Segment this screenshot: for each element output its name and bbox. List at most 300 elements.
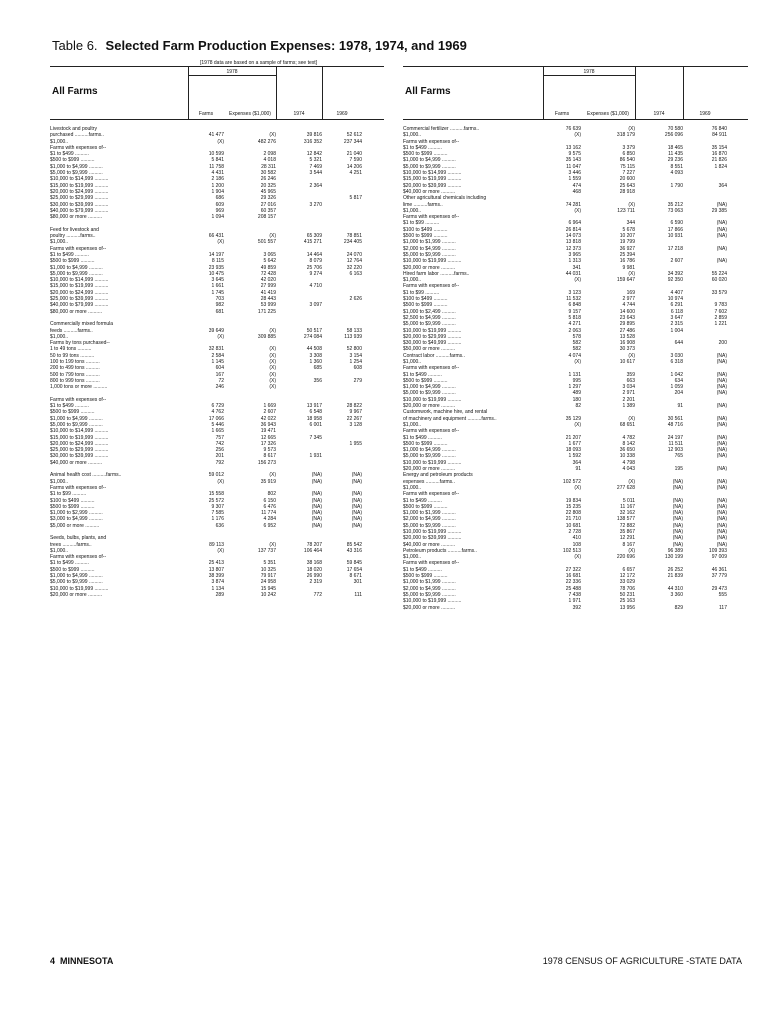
expenses-value: 12 172 <box>619 573 635 580</box>
farms-value: (X) <box>217 547 224 554</box>
row-label: $5,000 to $9,999 .......... <box>50 170 103 177</box>
row-label: $20,000 or more .......... <box>403 264 455 271</box>
farms-value: 27 322 <box>565 566 581 573</box>
expenses-value: 3 379 <box>622 144 635 151</box>
value-1969: 52 612 <box>346 132 362 139</box>
expenses-value: 11 167 <box>620 503 635 510</box>
farms-value: 1 313 <box>568 258 581 265</box>
value-1974: 18 465 <box>667 144 683 151</box>
expenses-value: 36 943 <box>260 421 276 428</box>
row-label: $20,000 to $24,999 .......... <box>50 440 109 447</box>
year-1978-header: 1978 <box>188 69 276 76</box>
farms-value: 23 935 <box>208 264 224 271</box>
farms-value: 4 431 <box>211 170 224 177</box>
expenses-value: (X) <box>628 352 635 359</box>
value-1974: 6 548 <box>309 409 322 416</box>
value-1974: 25 706 <box>306 264 322 271</box>
value-1969: (NA) <box>716 371 727 378</box>
value-1974: (NA) <box>672 529 683 535</box>
row-label: $1,000.. <box>403 484 422 491</box>
expenses-value: 78 706 <box>619 585 635 592</box>
value-1974: 73 063 <box>667 207 683 214</box>
farms-value: 201 <box>215 453 224 460</box>
value-1974: 18 958 <box>306 415 322 422</box>
table-heading: Selected Farm Production Expenses: 1978, 1974, and 1969 <box>105 38 467 53</box>
value-1974: 26 252 <box>667 566 683 573</box>
value-1969: (NA) <box>716 497 727 504</box>
value-1969: 279 <box>353 377 362 384</box>
value-1974: 3 030 <box>670 352 683 359</box>
row-label: $1 to $99 .......... <box>403 289 440 296</box>
value-1969: 6 163 <box>349 270 362 277</box>
value-1969: 43 316 <box>346 547 362 554</box>
farms-value: 5 446 <box>211 421 224 428</box>
expenses-value: 10 617 <box>619 358 635 365</box>
row-label: Farms with expenses of-- <box>403 428 460 435</box>
value-1974: (NA) <box>311 516 322 523</box>
row-label: Feed for livestock and <box>50 226 99 233</box>
farms-value: 4 762 <box>211 409 224 416</box>
expenses-value: (X) <box>628 547 635 554</box>
value-1969: 9 783 <box>714 302 727 309</box>
expenses-value: 4 284 <box>263 516 276 523</box>
value-1969: 5 817 <box>349 195 362 202</box>
value-1974: 356 <box>313 377 322 384</box>
value-1974: 4 093 <box>670 170 683 177</box>
row-label: $20,000 or more .......... <box>403 604 455 611</box>
value-1974: 2 319 <box>309 579 322 586</box>
right-rows <box>403 126 748 611</box>
row-label: Farms with expenses of-- <box>403 491 460 498</box>
value-1969: (NA) <box>716 529 727 535</box>
value-1974: 48 716 <box>667 421 683 428</box>
value-1969: (NA) <box>716 390 727 397</box>
value-1969: (NA) <box>716 220 727 227</box>
value-1974: (NA) <box>311 491 322 498</box>
expenses-value: 41 419 <box>260 289 276 296</box>
row-label: $80,000 or more .......... <box>50 214 102 221</box>
row-label: $5,000 or more .......... <box>50 522 100 529</box>
row-label: $1 to $499 .......... <box>50 560 89 567</box>
farms-value: 91 <box>575 466 581 473</box>
farms-value: 9 157 <box>568 308 581 315</box>
row-label: $40,000 to $79,999 .......... <box>50 207 109 214</box>
expenses-value: 20 600 <box>619 176 635 183</box>
expenses-value: 4 798 <box>622 459 635 466</box>
value-1969: (NA) <box>716 377 727 384</box>
value-1969: 29 473 <box>711 585 727 592</box>
value-1969: 76 840 <box>711 126 727 132</box>
row-label: $1,000.. <box>50 547 69 554</box>
row-label: $1 to $499 .......... <box>50 251 89 258</box>
expenses-value: 482 276 <box>257 138 276 145</box>
row-label: $500 to $999 .......... <box>403 151 448 158</box>
farms-value: 256 <box>215 447 224 454</box>
farms-value: 6 964 <box>568 220 581 227</box>
value-1969: 21 826 <box>711 157 727 164</box>
expenses-value: 277 628 <box>616 484 635 491</box>
expenses-value: 501 557 <box>257 239 276 246</box>
value-1969: 52 800 <box>346 346 362 353</box>
value-1974: (NA) <box>672 541 683 548</box>
expenses-value: 156 273 <box>257 459 276 466</box>
expenses-value: 26 246 <box>260 176 276 183</box>
expenses-value: 9 981 <box>622 264 635 271</box>
expenses-value: 79 917 <box>260 573 276 580</box>
value-1974: 634 <box>674 377 683 384</box>
row-label: $100 to $499 .......... <box>50 497 95 504</box>
expenses-value: 23 643 <box>619 314 635 321</box>
expenses-value: 75 115 <box>620 163 635 170</box>
row-label: Seeds, bulbs, plants, and <box>50 535 107 542</box>
value-1974: 29 236 <box>667 157 683 164</box>
farms-value: 11 758 <box>209 163 224 170</box>
value-1969: 97 009 <box>711 554 727 561</box>
row-label: Farms with expenses of-- <box>403 138 460 145</box>
page-number: 4 <box>50 956 56 966</box>
value-1974: 6 118 <box>670 308 683 315</box>
right-table <box>403 66 748 611</box>
value-1974: 8 079 <box>309 258 322 265</box>
value-1974: 106 464 <box>303 547 322 554</box>
value-1969: (NA) <box>716 440 727 447</box>
row-label: $10,000 to $19,999 .......... <box>403 396 462 403</box>
row-label: $1 to $499 .......... <box>403 566 442 573</box>
value-1974: (NA) <box>311 510 322 517</box>
row-label: $1,000 to $4,999 .......... <box>50 415 103 422</box>
farms-value: 757 <box>215 434 224 441</box>
row-label: $2,500 to $4,999 .......... <box>403 314 456 321</box>
value-1969: 7 590 <box>349 157 362 164</box>
expenses-value: 4 043 <box>622 466 635 473</box>
row-label: $1,000.. <box>50 333 69 340</box>
row-label: $10,000 to $14,999 .......... <box>50 277 109 284</box>
value-1969: 37 779 <box>711 573 727 580</box>
value-1969: 2 859 <box>714 314 727 321</box>
row-label: $10,000 to $19,999 .......... <box>403 459 462 466</box>
expenses-value: 6 850 <box>622 151 635 158</box>
row-label: $1,000 to $1,999 .......... <box>403 510 456 517</box>
row-label: $5,000 to $9,999 .......... <box>403 321 456 328</box>
value-1969: 3 154 <box>349 352 362 359</box>
farms-value: 76 639 <box>565 126 581 132</box>
left-column-header <box>50 66 384 120</box>
value-1969: 4 251 <box>349 170 362 177</box>
expenses-value: 19 799 <box>619 239 635 246</box>
farms-value: 3 645 <box>211 277 224 284</box>
expenses-value: 8 142 <box>622 440 635 447</box>
farms-value: 3 874 <box>211 579 224 586</box>
row-label: $30,000 to $39,999 .......... <box>50 453 109 460</box>
value-1969: (NA) <box>351 503 362 510</box>
farms-value: 1 904 <box>211 188 224 195</box>
row-label: $1,000.. <box>403 132 422 139</box>
value-1969: (NA) <box>716 434 727 441</box>
expenses-header: Expenses ($1,000) <box>587 110 629 117</box>
row-label: Farms with expenses of-- <box>403 214 460 221</box>
farms-value: 578 <box>572 333 581 340</box>
farms-header: Farms <box>198 110 214 117</box>
row-label: Hired farm labor ..........farms.. <box>403 270 470 277</box>
row-label: $1 to $99 .......... <box>50 491 87 498</box>
farms-value: 1 094 <box>211 214 224 221</box>
row-label: $1 to $499 .......... <box>50 151 89 158</box>
farms-value: 74 281 <box>565 201 581 208</box>
row-label: $500 to $999 .......... <box>403 573 448 580</box>
row-label: $25,000 to $29,999 .......... <box>50 195 109 202</box>
farms-value: 15 558 <box>208 491 224 498</box>
row-label: $2,000 to $4,999 .......... <box>403 245 456 252</box>
value-1969: 17 654 <box>346 566 362 573</box>
row-label: $30,000 to $49,999 .......... <box>403 340 462 347</box>
expenses-value: 42 022 <box>260 415 276 422</box>
value-1969: (NA) <box>716 403 727 410</box>
row-label: $10,000 to $19,999 .......... <box>403 258 462 265</box>
value-1974: 2 607 <box>670 258 683 265</box>
value-1974: 10 931 <box>667 233 683 240</box>
row-label: 500 to 799 tons .......... <box>50 371 100 378</box>
expenses-value: (X) <box>628 201 635 208</box>
expenses-value: (X) <box>269 365 276 372</box>
year-1974-header: 1974 <box>293 110 305 117</box>
expenses-value: 68 651 <box>619 421 635 428</box>
row-label: Contract labor ..........farms.. <box>403 352 465 359</box>
row-label: $500 to $999 .......... <box>50 258 95 265</box>
farms-value: 468 <box>572 188 581 195</box>
expenses-value: 30 373 <box>619 346 635 353</box>
farms-value: 1 134 <box>211 585 224 592</box>
row-label: $500 to $999 .......... <box>403 302 448 309</box>
expenses-value: 24 958 <box>260 579 276 586</box>
farms-value: 108 <box>572 541 581 548</box>
value-1974: 685 <box>313 365 322 372</box>
row-label: Customwork, machine hire, and rental <box>403 409 488 416</box>
table-row <box>403 605 748 611</box>
expenses-value: 32 162 <box>619 510 635 517</box>
expenses-value: (X) <box>269 371 276 378</box>
expenses-value: 802 <box>267 491 276 498</box>
row-label: $500 to $999 .......... <box>50 409 95 416</box>
farms-value: 2 584 <box>211 352 224 359</box>
expenses-value: 50 231 <box>619 591 635 598</box>
row-label: $10,000 to $19,999 .......... <box>403 327 462 334</box>
value-1974: (NA) <box>672 484 683 491</box>
value-1969: (NA) <box>351 510 362 517</box>
farms-value: 289 <box>215 591 224 598</box>
value-1969: 33 579 <box>711 289 727 296</box>
expenses-value: 309 885 <box>257 333 276 340</box>
expenses-value: (X) <box>628 126 635 132</box>
row-label: trees ..........farms.. <box>50 541 92 548</box>
expenses-value: 19 471 <box>260 428 276 435</box>
expenses-value: 13 528 <box>619 333 635 340</box>
value-1969: (NA) <box>716 358 727 365</box>
value-1974: 18 020 <box>306 566 322 573</box>
value-1974: 1 790 <box>670 182 683 189</box>
farms-value: 21 710 <box>565 516 581 523</box>
value-1974: 130 199 <box>664 554 683 561</box>
expenses-value: 11 774 <box>261 510 276 517</box>
expenses-value: (X) <box>628 270 635 277</box>
farms-value: (X) <box>574 277 581 284</box>
expenses-value: 8 617 <box>263 453 276 460</box>
value-1974: 44 310 <box>667 585 683 592</box>
farms-value: 1 661 <box>211 283 224 290</box>
farms-value: 246 <box>215 384 224 391</box>
farms-value: 3 965 <box>568 251 581 258</box>
row-label: $5,000 to $9,999 .......... <box>50 270 103 277</box>
value-1969: 113 939 <box>344 333 362 340</box>
value-1974: 3 544 <box>309 170 322 177</box>
farms-value: 1 297 <box>568 384 581 391</box>
value-1974: (NA) <box>311 497 322 504</box>
value-1974: 6 318 <box>670 358 683 365</box>
value-1974: 96 389 <box>667 547 683 554</box>
value-1974: 1 042 <box>670 371 683 378</box>
value-1969: 3 128 <box>349 421 362 428</box>
row-label: Other agricultural chemicals including <box>403 195 487 202</box>
sample-note: [1978 data are based on a sample of farms; see text] <box>200 60 318 66</box>
expenses-value: 49 859 <box>260 264 276 271</box>
value-1974: 1 004 <box>670 327 683 334</box>
expenses-value: (X) <box>269 384 276 391</box>
farms-value: 3 123 <box>568 289 581 296</box>
expenses-value: 29 326 <box>260 195 276 202</box>
row-label: $1,000 to $1,999 .......... <box>403 239 456 246</box>
row-label: $100 to $499 .......... <box>403 296 448 303</box>
value-1974: 70 580 <box>667 126 683 132</box>
row-label: $20,000 to $39,999 .......... <box>403 182 462 189</box>
farms-value: 6 848 <box>568 302 581 309</box>
farms-value: 22 336 <box>565 579 581 586</box>
farms-value: 11 532 <box>566 296 581 303</box>
expenses-value: 5 011 <box>622 497 635 504</box>
row-label: of machinery and equipment ..........farms.. <box>403 415 497 422</box>
value-1969: (NA) <box>716 484 727 491</box>
row-label: $10,000 to $19,999 .......... <box>403 529 462 535</box>
expenses-value: 6 476 <box>263 503 276 510</box>
expenses-value: 13 956 <box>619 604 635 611</box>
farms-value: (X) <box>217 333 224 340</box>
value-1974: 772 <box>313 591 322 598</box>
value-1974: (NA) <box>311 472 322 479</box>
farms-value: 180 <box>572 396 581 403</box>
row-label: $500 to $999 .......... <box>403 233 448 240</box>
value-1969: 9 967 <box>349 409 362 416</box>
expenses-value: 2 971 <box>622 390 635 397</box>
value-1969: 85 542 <box>346 541 362 548</box>
value-1974: 2 364 <box>309 182 322 189</box>
row-label: $1,000.. <box>403 207 422 214</box>
value-1974: 829 <box>674 604 683 611</box>
row-label: $20,000 to $24,999 .......... <box>50 289 109 296</box>
farms-value: 392 <box>572 604 581 611</box>
expenses-value: 15 945 <box>260 585 276 592</box>
expenses-value: 4 018 <box>263 157 276 164</box>
expenses-value: 45 965 <box>260 188 276 195</box>
row-label: $5,000 to $9,999 .......... <box>50 421 103 428</box>
value-1974: 7 345 <box>309 434 322 441</box>
row-label: Farms with expenses of-- <box>50 245 107 252</box>
value-1974: 3 270 <box>309 201 322 208</box>
farms-value: 10 599 <box>208 151 224 158</box>
farms-value: 82 <box>575 403 581 410</box>
expenses-value: 28 311 <box>261 163 276 170</box>
row-label: $1,000 to $4,999 .......... <box>403 384 456 391</box>
row-label: $1 to $499 .......... <box>403 144 442 151</box>
value-1969: (NA) <box>351 491 362 498</box>
row-label: $1,000 to $4,999 .......... <box>50 573 103 580</box>
row-label: $30,000 to $39,999 .......... <box>50 201 109 208</box>
value-1974: 1 059 <box>670 384 683 391</box>
left-table <box>50 66 384 598</box>
value-1974: (NA) <box>672 535 683 542</box>
farms-value: 1 131 <box>568 371 581 378</box>
value-1974: 274 084 <box>303 333 322 340</box>
value-1974: 14 464 <box>306 251 322 258</box>
row-label: $25,000 to $39,999 .......... <box>50 296 109 303</box>
expenses-value: 25 394 <box>619 251 635 258</box>
expenses-value: 10 338 <box>619 453 635 460</box>
row-label: $20,000 to $39,999 .......... <box>403 535 462 542</box>
row-label: $1,000 to $4,999 .......... <box>50 264 103 271</box>
expenses-value: 171 225 <box>257 308 276 315</box>
expenses-value: 7 227 <box>622 170 635 177</box>
farms-value: 16 681 <box>565 573 581 580</box>
farms-value: 19 834 <box>565 497 581 504</box>
value-1969: 117 <box>719 604 727 611</box>
value-1969: (NA) <box>716 258 727 265</box>
row-label: feeds ..........farms.. <box>50 327 93 334</box>
value-1974: 17 218 <box>667 245 683 252</box>
farms-value: 32 831 <box>208 346 224 353</box>
value-1974: 3 360 <box>670 591 683 598</box>
value-1974: 3 647 <box>670 314 683 321</box>
row-label: Farms with expenses of-- <box>403 560 460 567</box>
value-1969: 24 070 <box>346 251 362 258</box>
row-label: expenses ..........farms.. <box>403 478 455 485</box>
row-label: 800 to 999 tons .......... <box>50 377 100 384</box>
year-1969-header: 1969 <box>336 110 348 117</box>
expenses-value: 5 642 <box>263 258 276 265</box>
row-label: $10,000 to $14,999 .......... <box>50 428 109 435</box>
row-label: $1,000 to $4,999 .......... <box>50 163 103 170</box>
value-1969: 234 405 <box>343 239 362 246</box>
expenses-value: 208 157 <box>257 214 276 221</box>
farms-value: (X) <box>574 421 581 428</box>
value-1974: 6 291 <box>670 302 683 309</box>
row-label: $1,000.. <box>403 554 422 561</box>
farms-value: 742 <box>215 440 224 447</box>
value-1969: 55 224 <box>711 270 727 277</box>
farms-value: 636 <box>215 522 224 529</box>
expenses-header: Expenses ($1,000) <box>229 110 271 117</box>
row-label: Livestock and poultry <box>50 126 97 132</box>
row-label: $1,000 to $4,999 .......... <box>403 447 456 454</box>
farms-value: 13 818 <box>565 239 581 246</box>
farms-value: 9 307 <box>211 503 224 510</box>
row-label: $5,000 to $9,999 .......... <box>50 579 103 586</box>
row-label: Farms with expenses of-- <box>403 283 460 290</box>
farms-value: 26 814 <box>565 226 581 233</box>
expenses-value: (X) <box>269 472 276 479</box>
value-1969: (NA) <box>716 522 727 529</box>
expenses-value: (X) <box>269 346 276 353</box>
row-label: $500 to $999 .......... <box>403 440 448 447</box>
value-1974: 415 271 <box>303 239 322 246</box>
row-label: Farms with expenses of-- <box>50 484 107 491</box>
farms-value: (X) <box>574 554 581 561</box>
